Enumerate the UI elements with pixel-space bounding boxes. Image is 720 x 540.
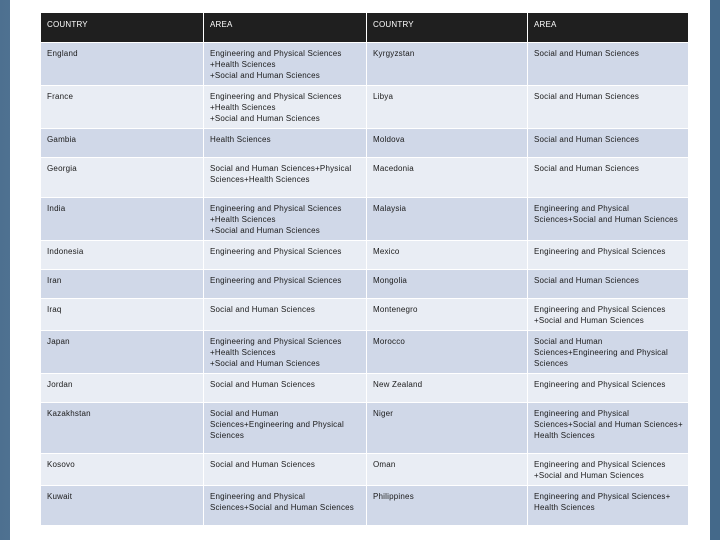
cell-country: Morocco (367, 331, 528, 374)
table-body (41, 43, 689, 526)
cell-country: New Zealand (367, 374, 528, 403)
cell-country: Gambia (41, 129, 204, 158)
cell-area: Social and Human Sciences+Engineering and Physical Sciences (204, 403, 367, 454)
cell-area: Social and Human Sciences+Engineering and Physical Sciences (528, 331, 689, 374)
cell-country: Kyrgyzstan (367, 43, 528, 86)
cell-country: Kosovo (41, 454, 204, 486)
cell-area: Social and Human Sciences (528, 158, 689, 198)
header-area-2: AREA (528, 13, 689, 43)
cell-area: Engineering and Physical Sciences+Social and Human Sciences (204, 486, 367, 526)
header-country-1: COUNTRY (41, 13, 204, 43)
cell-area: Engineering and Physical Sciences (528, 241, 689, 270)
cell-area: Social and Human Sciences (204, 454, 367, 486)
cell-country: Mexico (367, 241, 528, 270)
cell-country: Libya (367, 86, 528, 129)
table-row (41, 270, 689, 299)
cell-area: Engineering and Physical Sciences +Health Sciences +Social and Human Sciences (204, 331, 367, 374)
cell-area: Engineering and Physical Sciences +Social and Human Sciences (528, 299, 689, 331)
cell-country: Kazakhstan (41, 403, 204, 454)
slide-content (10, 0, 710, 540)
cell-country: Oman (367, 454, 528, 486)
header-area-1: AREA (204, 13, 367, 43)
table-row (41, 86, 689, 129)
cell-country: Mongolia (367, 270, 528, 299)
cell-area: Engineering and Physical Sciences (204, 241, 367, 270)
cell-area: Engineering and Physical Sciences +Health Sciences +Social and Human Sciences (204, 86, 367, 129)
cell-country: India (41, 198, 204, 241)
table-row (41, 43, 689, 86)
cell-area: Health Sciences (204, 129, 367, 158)
table-header-row (41, 13, 689, 43)
header-country-2: COUNTRY (367, 13, 528, 43)
cell-area: Social and Human Sciences (204, 374, 367, 403)
cell-country: France (41, 86, 204, 129)
cell-country: Indonesia (41, 241, 204, 270)
right-edge-band (710, 0, 720, 540)
cell-country: Kuwait (41, 486, 204, 526)
cell-area: Engineering and Physical Sciences+ Health Sciences (528, 486, 689, 526)
table-row (41, 454, 689, 486)
table-row (41, 158, 689, 198)
cell-country: Georgia (41, 158, 204, 198)
cell-country: Iraq (41, 299, 204, 331)
cell-area: Engineering and Physical Sciences +Health Sciences +Social and Human Sciences (204, 43, 367, 86)
cell-area: Social and Human Sciences (204, 299, 367, 331)
cell-area: Engineering and Physical Sciences +Health Sciences +Social and Human Sciences (204, 198, 367, 241)
cell-country: Malaysia (367, 198, 528, 241)
cell-area: Engineering and Physical Sciences (204, 270, 367, 299)
table-row (41, 299, 689, 331)
cell-country: Japan (41, 331, 204, 374)
cell-area: Engineering and Physical Sciences+Social and Human Sciences+ Health Sciences (528, 403, 689, 454)
cell-area: Social and Human Sciences (528, 270, 689, 299)
cell-country: Jordan (41, 374, 204, 403)
cell-country: Moldova (367, 129, 528, 158)
table-row (41, 331, 689, 374)
cell-area: Engineering and Physical Sciences +Social and Human Sciences (528, 454, 689, 486)
cell-area: Social and Human Sciences (528, 43, 689, 86)
cell-country: Montenegro (367, 299, 528, 331)
cell-country: Iran (41, 270, 204, 299)
cell-area: Social and Human Sciences (528, 129, 689, 158)
table-row (41, 198, 689, 241)
cell-country: Macedonia (367, 158, 528, 198)
cell-country: Niger (367, 403, 528, 454)
table-row (41, 403, 689, 454)
table-row (41, 129, 689, 158)
table-row (41, 374, 689, 403)
cell-country: England (41, 43, 204, 86)
table-row (41, 486, 689, 526)
cell-area: Engineering and Physical Sciences+Social and Human Sciences (528, 198, 689, 241)
cell-area: Engineering and Physical Sciences (528, 374, 689, 403)
cell-country: Philippines (367, 486, 528, 526)
country-area-table (40, 12, 689, 526)
cell-area: Social and Human Sciences+Physical Sciences+Health Sciences (204, 158, 367, 198)
table-row (41, 241, 689, 270)
cell-area: Social and Human Sciences (528, 86, 689, 129)
